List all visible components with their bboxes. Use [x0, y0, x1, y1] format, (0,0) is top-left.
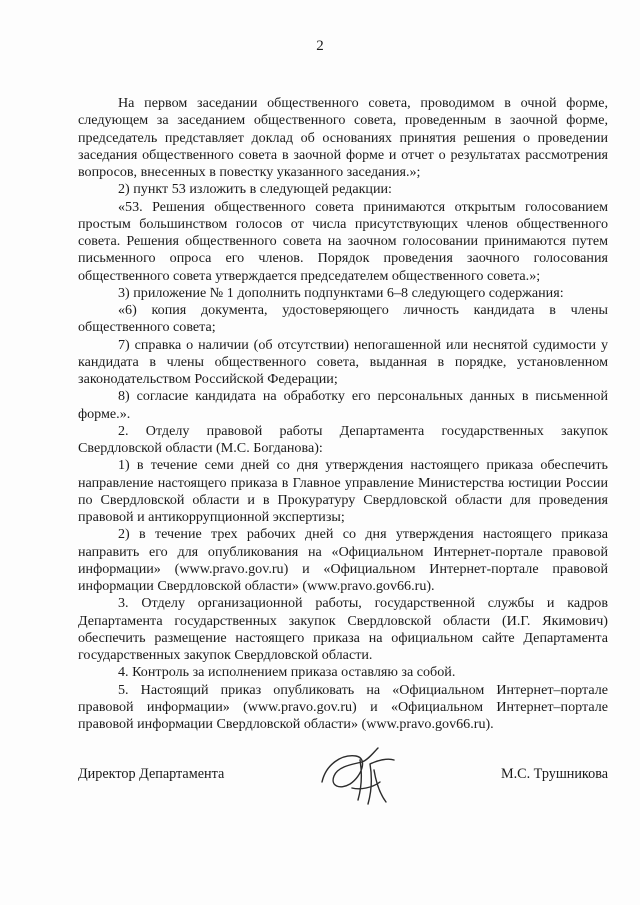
paragraph: 3) приложение № 1 дополнить подпунктами 6–8 следующего содержания: — [118, 284, 564, 301]
signer-position: Директор Департамента — [78, 766, 225, 782]
paragraph: «53. Решения общественного совета принимаются открытым голосованием простым большинством голосов от числа присутствующих членов общественного совета. Решения общественного совета на заочном голосовании принимаются путем письменного опроса его членов. Порядок проведения заочного голосования общественного совета утверждается председателем общественного совета.»; — [78, 198, 608, 284]
paragraph: На первом заседании общественного совета, проводимом в очной форме, следующем за заседанием общественного совета, проведенным в заочной форме, председатель представляет доклад об основаниях принятия решения о проведении заседания общественного совета в заочной форме и отчет о результатах рассмотрения вопросов, внесенных в повестку указанного заседания.»; — [78, 95, 608, 180]
paragraph: 2. Отделу правовой работы Департамента государственных закупок Свердловской области (М.С. Богданова): — [78, 422, 608, 456]
paragraph: 5. Настоящий приказ опубликовать на «Официальном Интернет–портале правовой информации» (www.pravo.gov.ru) и «Официальном Интернет–портале правовой информации Свердловской области» (www.pravo.gov66.ru). — [78, 681, 608, 732]
paragraph: «6) копия документа, удостоверяющего личность кандидата в члены общественного совета; — [78, 302, 608, 336]
page-number: 2 — [316, 38, 324, 54]
paragraph: 1) в течение семи дней со дня утверждения настоящего приказа обеспечить направление настоящего приказа в Главное управление Министерства юстиции России по Свердловской области и в Прокуратуру Свердловской области для проведения правовой и антикоррупционной экспертизы; — [78, 457, 608, 525]
signature-block — [78, 760, 608, 820]
paragraph: 2) пункт 53 изложить в следующей редакции: — [118, 181, 392, 198]
handwritten-signature — [316, 742, 400, 812]
signer-name: М.С. Трушникова — [500, 766, 608, 782]
paragraph: 3. Отделу организационной работы, государственной службы и кадров Департамента государственных закупок Свердловской области (И.Г. Якимович) обеспечить размещение настоящего приказа на официальном сайте Департамента государственных закупок Свердловской области. — [78, 595, 608, 663]
document-body — [78, 95, 608, 733]
paragraph: 7) справка о наличии (об отсутствии) непогашенной или неснятой судимости у кандидата в члены общественного совета, выданная в порядке, установленном законодательством Российской Федерации; — [78, 336, 608, 387]
paragraph: 4. Контроль за исполнением приказа оставляю за собой. — [118, 664, 456, 681]
paragraph: 2) в течение трех рабочих дней со дня утверждения настоящего приказа направить его для опубликования на «Официальном Интернет-портале правовой информации» (www.pravo.gov.ru) и «Официальном Интернет-портале правовой информации Свердловской области» (www.pravo.gov66.ru). — [78, 526, 608, 594]
paragraph: 8) согласие кандидата на обработку его персональных данных в письменной форме.». — [78, 388, 608, 422]
